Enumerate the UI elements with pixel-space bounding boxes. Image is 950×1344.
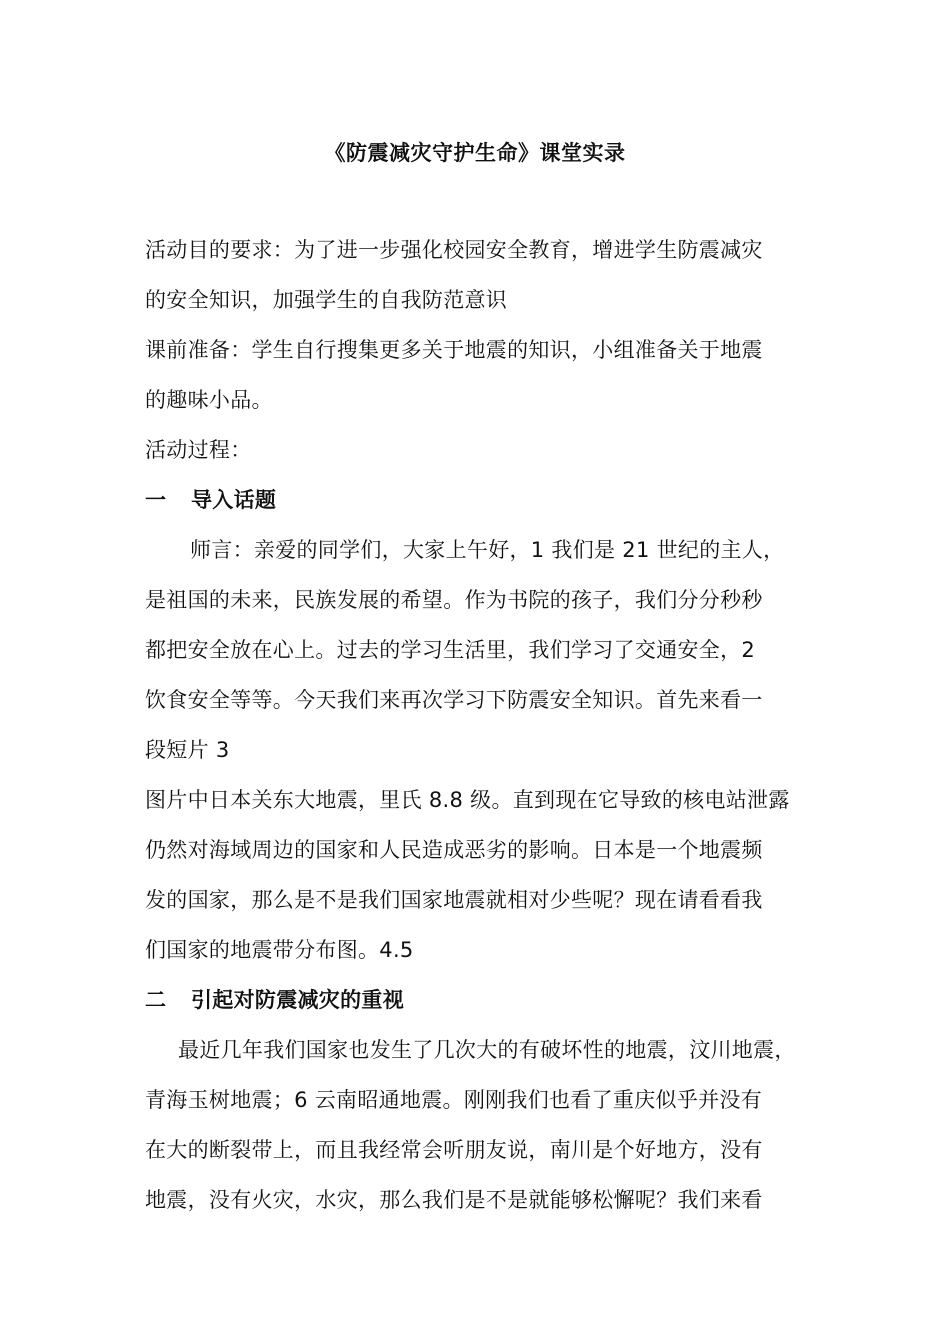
document-title: 《防震减灾守护生命》课堂实录: [324, 141, 626, 165]
paragraph-line: 图片中日本关东大地震，里氏 8.8 级。直到现在它导致的核电站泄露: [145, 788, 790, 812]
paragraph-line: 的趣味小品。: [145, 388, 273, 412]
section-title: 导入话题: [191, 488, 277, 512]
section-heading: [145, 984, 404, 1016]
paragraph-line: 最近几年我们国家也发生了几次大的有破坏性的地震，汶川地震，: [178, 1038, 796, 1062]
section-number: 二: [145, 988, 167, 1012]
paragraph-line: 活动过程：: [145, 438, 252, 462]
section-heading: [145, 484, 276, 516]
paragraph-line: 师言：亲爱的同学们，大家上午好，1 我们是 21 世纪的主人，: [190, 538, 785, 562]
section-title: 引起对防震减灾的重视: [191, 988, 404, 1012]
section-number: 一: [145, 488, 167, 512]
paragraph-line: 在大的断裂带上，而且我经常会听朋友说，南川是个好地方，没有: [145, 1138, 763, 1162]
paragraph-line: 都把安全放在心上。过去的学习生活里，我们学习了交通安全，2: [145, 638, 756, 662]
paragraph-line: 的安全知识，加强学生的自我防范意识: [145, 288, 508, 312]
paragraph-line: 段短片 3: [145, 738, 230, 762]
paragraph-line: 发的国家，那么是不是我们国家地震就相对少些呢？现在请看看我: [145, 888, 763, 912]
paragraph-line: 青海玉树地震；6 云南昭通地震。刚刚我们也看了重庆似乎并没有: [145, 1088, 763, 1112]
paragraph-line: 是祖国的未来，民族发展的希望。作为书院的孩子，我们分分秒秒: [145, 588, 763, 612]
paragraph-line: 仍然对海域周边的国家和人民造成恶劣的影响。日本是一个地震频: [145, 838, 763, 862]
paragraph-line: 们国家的地震带分布图。4.5: [145, 938, 414, 962]
paragraph-line: 地震，没有火灾，水灾，那么我们是不是就能够松懈呢？我们来看: [145, 1188, 763, 1212]
paragraph-line: 课前准备：学生自行搜集更多关于地震的知识，小组准备关于地震: [145, 338, 763, 362]
paragraph-line: 饮食安全等等。今天我们来再次学习下防震安全知识。首先来看一: [145, 688, 763, 712]
paragraph-line: 活动目的要求：为了进一步强化校园安全教育，增进学生防震减灾: [145, 238, 763, 262]
